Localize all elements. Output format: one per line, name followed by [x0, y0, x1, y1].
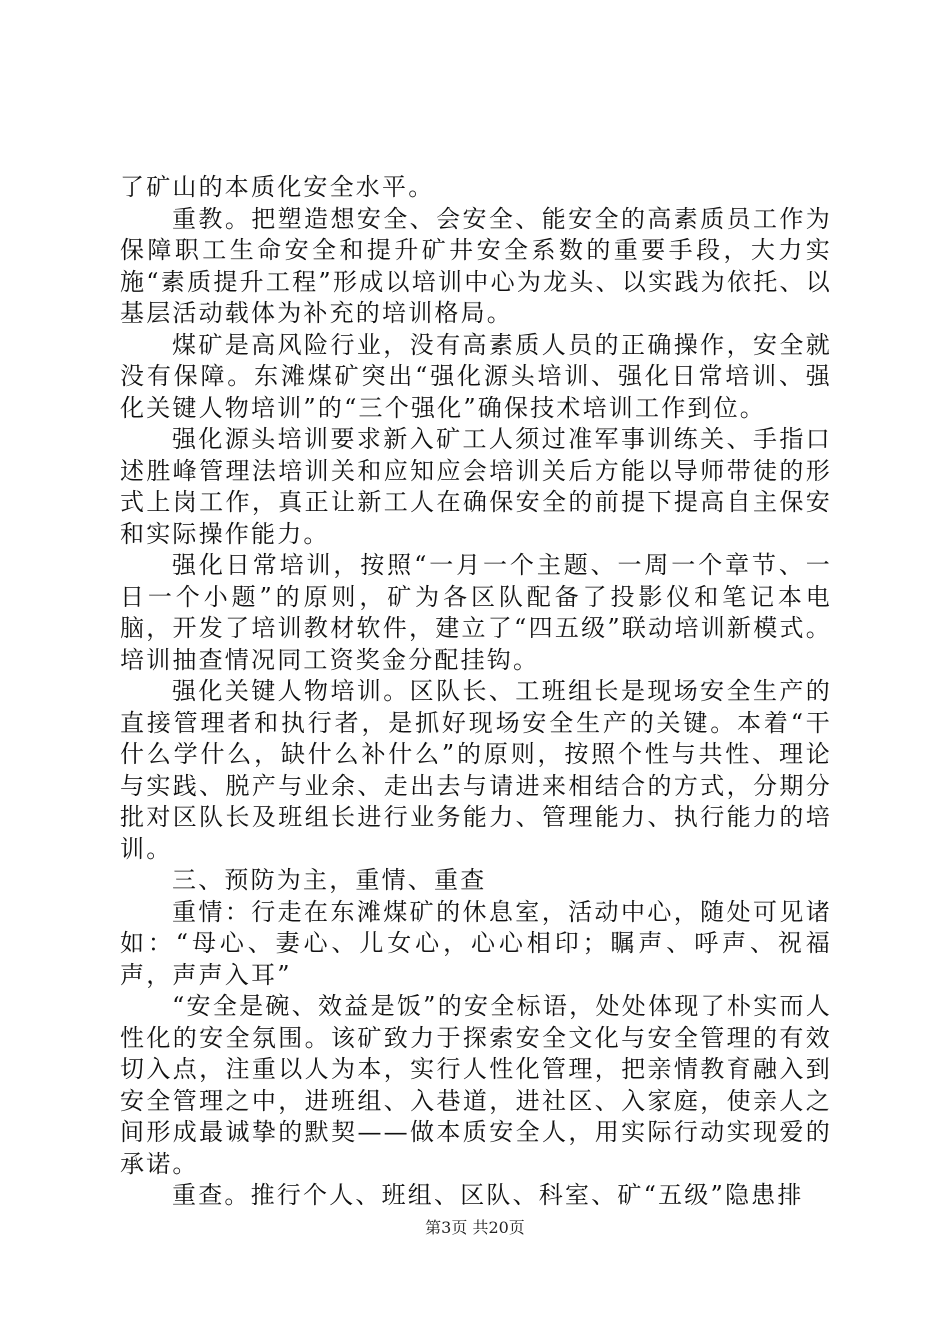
section-heading-prevention: 三、预防为主，重情、重查: [172, 866, 487, 894]
paragraph-inspection: 重查。推行个人、班组、区队、科室、矿“五级”隐患排: [172, 1181, 804, 1209]
paragraph-safety-slogan: “安全是碗、效益是饭”的安全标语，处处体现了朴实而人性化的安全氛围。该矿致力于探索安全文化与安全管理的有效切入点，注重以人为本，实行人性化管理，把亲情教育融入到安全管理之中，进班组、入巷道，进社区、入家庭，使亲人之间形成最诚挚的默契——做本质安全人，用实际行动实现爱的承诺。: [120, 992, 832, 1178]
paragraph-key-personnel-training: 强化关键人物培训。区队长、工班组长是现场安全生产的直接管理者和执行者，是抓好现场安全生产的关键。本着“干什么学什么，缺什么补什么”的原则，按照个性与共性、理论与实践、脱产与业余、走出去与请进来相结合的方式，分期分批对区队长及班组长进行业务能力、管理能力、执行能力的培训。: [120, 677, 832, 863]
paragraph-high-risk-industry: 煤矿是高风险行业，没有高素质人员的正确操作，安全就没有保障。东滩煤矿突出“强化源头培训、强化日常培训、强化关键人物培训”的“三个强化”确保技术培训工作到位。: [120, 330, 832, 422]
document-body: [120, 172, 832, 1212]
paragraph-daily-training: 强化日常培训，按照“一月一个主题、一周一个章节、一日一个小题”的原则，矿为各区队配备了投影仪和笔记本电脑，开发了培训教材软件，建立了“四五级”联动培训新模式。培训抽查情况同工资奖金分配挂钩。: [120, 551, 832, 674]
paragraph-source-training: 强化源头培训要求新入矿工人须过准军事训练关、手指口述胜峰管理法培训关和应知应会培训关后方能以导师带徒的形式上岗工作，真正让新工人在确保安全的前提下提高自主保安和实际操作能力。: [120, 425, 832, 548]
page-number-footer: 第3页 共20页: [425, 1218, 525, 1237]
paragraph-continuation: 了矿山的本质化安全水平。: [120, 173, 435, 201]
paragraph-emotion: 重情：行走在东滩煤矿的休息室，活动中心，随处可见诸如：“母心、妻心、儿女心，心心相印；瞩声、呼声、祝福声，声声入耳”: [120, 897, 832, 989]
paragraph-education: 重教。把塑造想安全、会安全、能安全的高素质员工作为保障职工生命安全和提升矿井安全系数的重要手段，大力实施“素质提升工程”形成以培训中心为龙头、以实践为依托、以基层活动载体为补充的培训格局。: [120, 204, 832, 327]
